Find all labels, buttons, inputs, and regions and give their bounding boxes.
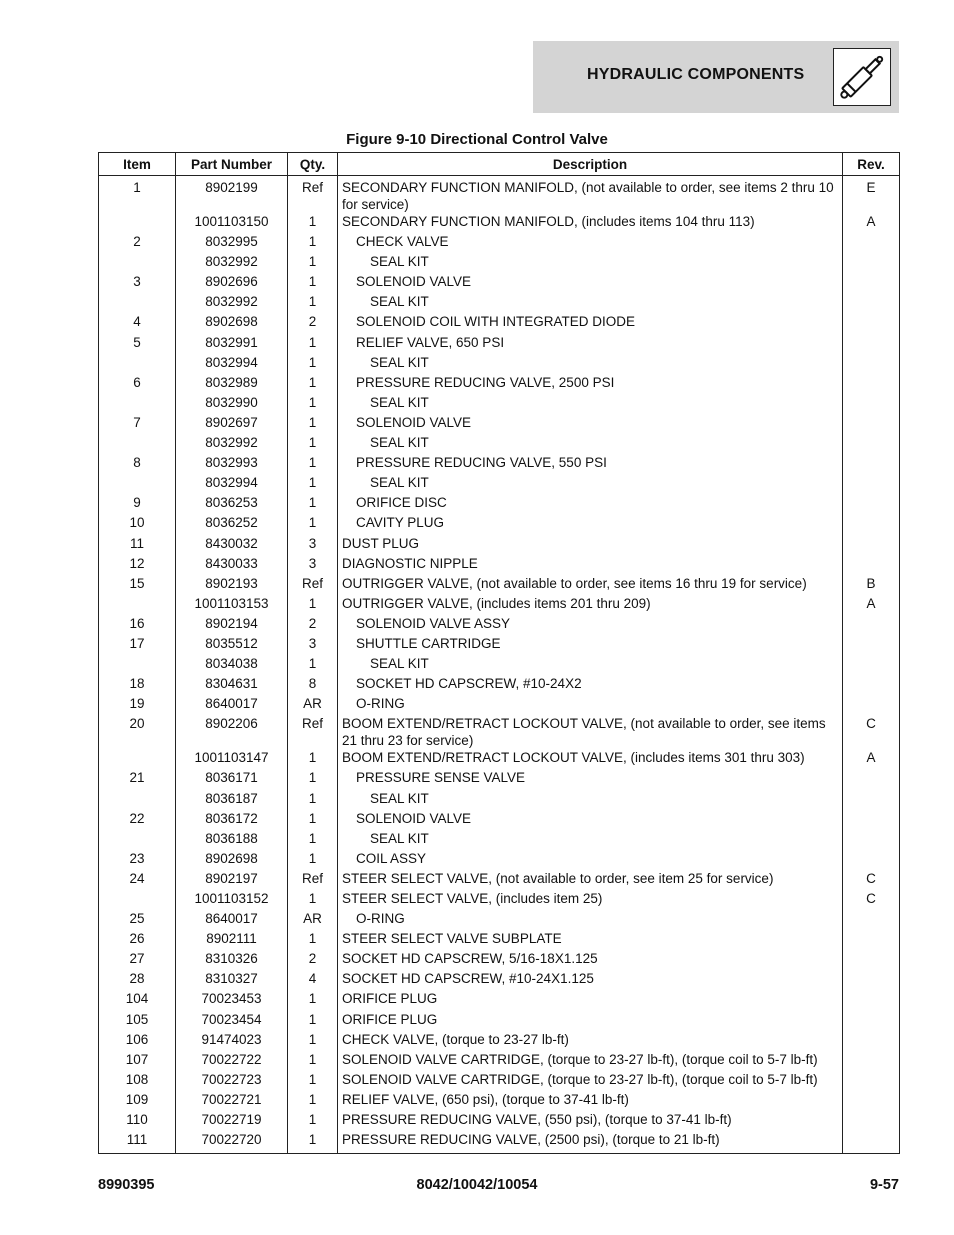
qty-cell: 1 xyxy=(288,1071,338,1091)
qty-cell: 3 xyxy=(288,535,338,555)
rev-cell xyxy=(843,514,900,534)
rev-cell xyxy=(843,1011,900,1031)
table-row xyxy=(99,1091,900,1111)
qty-cell: 8 xyxy=(288,675,338,695)
rev-cell xyxy=(843,615,900,635)
rev-cell xyxy=(843,695,900,715)
rev-cell: E xyxy=(843,176,900,214)
rev-cell xyxy=(843,830,900,850)
part-number-cell: 8430032 xyxy=(176,535,288,555)
item-cell xyxy=(99,790,176,810)
description-cell: SOLENOID VALVE xyxy=(338,273,843,293)
part-number-cell: 8036253 xyxy=(176,494,288,514)
section-title: HYDRAULIC COMPONENTS xyxy=(587,66,805,83)
part-number-cell: 8035512 xyxy=(176,635,288,655)
item-cell: 16 xyxy=(99,615,176,635)
description-cell: PRESSURE REDUCING VALVE, (550 psi), (torque to 37-41 lb-ft) xyxy=(338,1111,843,1131)
rev-cell: C xyxy=(843,715,900,749)
qty-cell: 1 xyxy=(288,749,338,769)
description-cell: SOCKET HD CAPSCREW, #10-24X2 xyxy=(338,675,843,695)
item-cell xyxy=(99,434,176,454)
qty-cell: 1 xyxy=(288,253,338,273)
description-cell: CAVITY PLUG xyxy=(338,514,843,534)
figure-title: Figure 9-10 Directional Control Valve xyxy=(346,131,608,148)
item-cell: 23 xyxy=(99,850,176,870)
description-cell: STEER SELECT VALVE, (not available to order, see item 25 for service) xyxy=(338,870,843,890)
qty-cell: 1 xyxy=(288,474,338,494)
table-row xyxy=(99,675,900,695)
table-row xyxy=(99,890,900,910)
part-number-cell: 70022720 xyxy=(176,1131,288,1154)
qty-cell: AR xyxy=(288,695,338,715)
description-cell: SEAL KIT xyxy=(338,434,843,454)
part-number-cell: 8640017 xyxy=(176,695,288,715)
column-header-rev: Rev. xyxy=(843,153,900,176)
part-number-cell: 8902193 xyxy=(176,575,288,595)
rev-cell xyxy=(843,334,900,354)
item-cell: 4 xyxy=(99,313,176,333)
part-number-cell: 91474023 xyxy=(176,1031,288,1051)
table-row xyxy=(99,595,900,615)
part-number-cell: 8036172 xyxy=(176,810,288,830)
part-number-cell: 8304631 xyxy=(176,675,288,695)
item-cell xyxy=(99,890,176,910)
qty-cell: 1 xyxy=(288,414,338,434)
table-row xyxy=(99,313,900,333)
description-cell: SOCKET HD CAPSCREW, 5/16-18X1.125 xyxy=(338,950,843,970)
column-header-part-number: Part Number xyxy=(176,153,288,176)
rev-cell xyxy=(843,769,900,789)
item-cell: 1 xyxy=(99,176,176,214)
rev-cell xyxy=(843,635,900,655)
hydraulic-cylinder-icon xyxy=(833,48,891,106)
table-header-row xyxy=(99,153,900,176)
rev-cell xyxy=(843,253,900,273)
part-number-cell: 8032992 xyxy=(176,434,288,454)
item-cell: 12 xyxy=(99,555,176,575)
qty-cell: 1 xyxy=(288,1011,338,1031)
qty-cell: 1 xyxy=(288,930,338,950)
part-number-cell: 8310327 xyxy=(176,970,288,990)
item-cell xyxy=(99,830,176,850)
table-row xyxy=(99,213,900,233)
part-number-cell: 8902199 xyxy=(176,176,288,214)
part-number-cell: 8902194 xyxy=(176,615,288,635)
description-cell: ORIFICE PLUG xyxy=(338,1011,843,1031)
part-number-cell: 8640017 xyxy=(176,910,288,930)
table-row xyxy=(99,414,900,434)
qty-cell: 1 xyxy=(288,1031,338,1051)
table-row xyxy=(99,334,900,354)
item-cell: 27 xyxy=(99,950,176,970)
item-cell xyxy=(99,253,176,273)
description-cell: CHECK VALVE xyxy=(338,233,843,253)
item-cell xyxy=(99,394,176,414)
qty-cell: 1 xyxy=(288,1051,338,1071)
item-cell: 24 xyxy=(99,870,176,890)
item-cell: 20 xyxy=(99,715,176,749)
description-cell: PRESSURE REDUCING VALVE, (2500 psi), (torque to 21 lb-ft) xyxy=(338,1131,843,1154)
qty-cell: 2 xyxy=(288,615,338,635)
column-header-description: Description xyxy=(338,153,843,176)
part-number-cell: 8902698 xyxy=(176,850,288,870)
description-cell: SOLENOID VALVE ASSY xyxy=(338,615,843,635)
table-row xyxy=(99,374,900,394)
table-row xyxy=(99,273,900,293)
item-cell: 105 xyxy=(99,1011,176,1031)
rev-cell xyxy=(843,1071,900,1091)
table-row xyxy=(99,749,900,769)
qty-cell: 1 xyxy=(288,790,338,810)
table-row xyxy=(99,293,900,313)
part-number-cell: 8032994 xyxy=(176,474,288,494)
qty-cell: 1 xyxy=(288,990,338,1010)
part-number-cell: 8902206 xyxy=(176,715,288,749)
part-number-cell: 8036252 xyxy=(176,514,288,534)
item-cell: 104 xyxy=(99,990,176,1010)
description-cell: RELIEF VALVE, 650 PSI xyxy=(338,334,843,354)
rev-cell xyxy=(843,394,900,414)
table-row xyxy=(99,790,900,810)
item-cell xyxy=(99,354,176,374)
table-row xyxy=(99,575,900,595)
qty-cell: 1 xyxy=(288,293,338,313)
description-cell: SHUTTLE CARTRIDGE xyxy=(338,635,843,655)
rev-cell xyxy=(843,555,900,575)
table-row xyxy=(99,850,900,870)
table-row xyxy=(99,253,900,273)
description-cell: SEAL KIT xyxy=(338,394,843,414)
part-number-cell: 8032992 xyxy=(176,253,288,273)
table-row xyxy=(99,555,900,575)
item-cell: 106 xyxy=(99,1031,176,1051)
description-cell: COIL ASSY xyxy=(338,850,843,870)
part-number-cell: 70023454 xyxy=(176,1011,288,1031)
qty-cell: 1 xyxy=(288,394,338,414)
description-cell: SEAL KIT xyxy=(338,354,843,374)
qty-cell: 1 xyxy=(288,273,338,293)
qty-cell: 1 xyxy=(288,830,338,850)
section-header xyxy=(533,41,899,113)
qty-cell: 1 xyxy=(288,213,338,233)
qty-cell: 1 xyxy=(288,374,338,394)
rev-cell xyxy=(843,930,900,950)
table-row xyxy=(99,1031,900,1051)
qty-cell: AR xyxy=(288,910,338,930)
parts-table xyxy=(98,152,900,1154)
part-number-cell: 70022723 xyxy=(176,1071,288,1091)
item-cell: 8 xyxy=(99,454,176,474)
part-number-cell: 8032995 xyxy=(176,233,288,253)
rev-cell xyxy=(843,1091,900,1111)
table-row xyxy=(99,970,900,990)
qty-cell: 2 xyxy=(288,950,338,970)
part-number-cell: 70022721 xyxy=(176,1091,288,1111)
description-cell: O-RING xyxy=(338,910,843,930)
qty-cell: 1 xyxy=(288,1131,338,1154)
table-row xyxy=(99,514,900,534)
rev-cell xyxy=(843,414,900,434)
item-cell xyxy=(99,595,176,615)
part-number-cell: 70023453 xyxy=(176,990,288,1010)
qty-cell: 1 xyxy=(288,434,338,454)
footer-doc-number: 8990395 xyxy=(98,1177,155,1193)
rev-cell xyxy=(843,850,900,870)
table-row xyxy=(99,535,900,555)
rev-cell xyxy=(843,990,900,1010)
item-cell: 17 xyxy=(99,635,176,655)
part-number-cell: 8902696 xyxy=(176,273,288,293)
qty-cell: Ref xyxy=(288,176,338,214)
qty-cell: 1 xyxy=(288,514,338,534)
qty-cell: 3 xyxy=(288,635,338,655)
column-header-item: Item xyxy=(99,153,176,176)
description-cell: OUTRIGGER VALVE, (includes items 201 thru 209) xyxy=(338,595,843,615)
description-cell: SOLENOID VALVE xyxy=(338,414,843,434)
description-cell: DIAGNOSTIC NIPPLE xyxy=(338,555,843,575)
item-cell: 6 xyxy=(99,374,176,394)
description-cell: BOOM EXTEND/RETRACT LOCKOUT VALVE, (includes items 301 thru 303) xyxy=(338,749,843,769)
table-row xyxy=(99,354,900,374)
rev-cell: B xyxy=(843,575,900,595)
item-cell: 111 xyxy=(99,1131,176,1154)
part-number-cell: 8032989 xyxy=(176,374,288,394)
description-cell: PRESSURE REDUCING VALVE, 2500 PSI xyxy=(338,374,843,394)
rev-cell xyxy=(843,790,900,810)
item-cell: 25 xyxy=(99,910,176,930)
description-cell: SEAL KIT xyxy=(338,790,843,810)
qty-cell: 1 xyxy=(288,334,338,354)
part-number-cell: 8036188 xyxy=(176,830,288,850)
rev-cell xyxy=(843,354,900,374)
part-number-cell: 8430033 xyxy=(176,555,288,575)
item-cell: 11 xyxy=(99,535,176,555)
item-cell: 18 xyxy=(99,675,176,695)
rev-cell xyxy=(843,233,900,253)
qty-cell: 1 xyxy=(288,454,338,474)
table-row xyxy=(99,233,900,253)
part-number-cell: 8310326 xyxy=(176,950,288,970)
qty-cell: Ref xyxy=(288,715,338,749)
table-row xyxy=(99,394,900,414)
description-cell: SEAL KIT xyxy=(338,253,843,273)
part-number-cell: 70022719 xyxy=(176,1111,288,1131)
part-number-cell: 8902197 xyxy=(176,870,288,890)
qty-cell: 1 xyxy=(288,595,338,615)
table-row xyxy=(99,1131,900,1154)
qty-cell: 1 xyxy=(288,890,338,910)
description-cell: CHECK VALVE, (torque to 23-27 lb-ft) xyxy=(338,1031,843,1051)
table-row xyxy=(99,176,900,214)
table-row xyxy=(99,715,900,749)
table-row xyxy=(99,635,900,655)
table-row xyxy=(99,695,900,715)
description-cell: SOCKET HD CAPSCREW, #10-24X1.125 xyxy=(338,970,843,990)
rev-cell xyxy=(843,474,900,494)
part-number-cell: 8032990 xyxy=(176,394,288,414)
description-cell: STEER SELECT VALVE SUBPLATE xyxy=(338,930,843,950)
rev-cell xyxy=(843,950,900,970)
table-row xyxy=(99,1071,900,1091)
column-header-qty: Qty. xyxy=(288,153,338,176)
item-cell: 21 xyxy=(99,769,176,789)
description-cell: BOOM EXTEND/RETRACT LOCKOUT VALVE, (not available to order, see items 21 thru 23 for service) xyxy=(338,715,843,749)
part-number-cell: 8902698 xyxy=(176,313,288,333)
footer-model-numbers: 8042/10042/10054 xyxy=(416,1177,538,1193)
qty-cell: Ref xyxy=(288,870,338,890)
description-cell: SOLENOID VALVE CARTRIDGE, (torque to 23-27 lb-ft), (torque coil to 5-7 lb-ft) xyxy=(338,1051,843,1071)
description-cell: SOLENOID VALVE xyxy=(338,810,843,830)
rev-cell xyxy=(843,1131,900,1154)
item-cell: 7 xyxy=(99,414,176,434)
qty-cell: 1 xyxy=(288,850,338,870)
table-row xyxy=(99,454,900,474)
table-row xyxy=(99,1111,900,1131)
item-cell xyxy=(99,749,176,769)
qty-cell: 1 xyxy=(288,810,338,830)
table-row xyxy=(99,615,900,635)
description-cell: SEAL KIT xyxy=(338,830,843,850)
table-row xyxy=(99,870,900,890)
item-cell: 108 xyxy=(99,1071,176,1091)
description-cell: PRESSURE SENSE VALVE xyxy=(338,769,843,789)
description-cell: SOLENOID VALVE CARTRIDGE, (torque to 23-27 lb-ft), (torque coil to 5-7 lb-ft) xyxy=(338,1071,843,1091)
part-number-cell: 70022722 xyxy=(176,1051,288,1071)
description-cell: O-RING xyxy=(338,695,843,715)
rev-cell xyxy=(843,494,900,514)
table-row xyxy=(99,1011,900,1031)
rev-cell xyxy=(843,434,900,454)
rev-cell xyxy=(843,910,900,930)
part-number-cell: 8032992 xyxy=(176,293,288,313)
rev-cell xyxy=(843,273,900,293)
part-number-cell: 1001103152 xyxy=(176,890,288,910)
item-cell: 2 xyxy=(99,233,176,253)
qty-cell: 1 xyxy=(288,1091,338,1111)
table-row xyxy=(99,1051,900,1071)
item-cell xyxy=(99,213,176,233)
rev-cell xyxy=(843,1031,900,1051)
item-cell xyxy=(99,293,176,313)
item-cell: 5 xyxy=(99,334,176,354)
rev-cell: C xyxy=(843,870,900,890)
description-cell: SEAL KIT xyxy=(338,474,843,494)
table-row xyxy=(99,990,900,1010)
part-number-cell: 8036171 xyxy=(176,769,288,789)
description-cell: SECONDARY FUNCTION MANIFOLD, (includes items 104 thru 113) xyxy=(338,213,843,233)
rev-cell: A xyxy=(843,749,900,769)
item-cell: 10 xyxy=(99,514,176,534)
description-cell: SECONDARY FUNCTION MANIFOLD, (not available to order, see items 2 thru 10 for service) xyxy=(338,176,843,214)
part-number-cell: 1001103153 xyxy=(176,595,288,615)
rev-cell xyxy=(843,535,900,555)
qty-cell: 1 xyxy=(288,1111,338,1131)
item-cell: 22 xyxy=(99,810,176,830)
table-row xyxy=(99,910,900,930)
rev-cell xyxy=(843,1051,900,1071)
table-row xyxy=(99,950,900,970)
qty-cell: 1 xyxy=(288,769,338,789)
rev-cell: A xyxy=(843,213,900,233)
item-cell xyxy=(99,655,176,675)
description-cell: ORIFICE DISC xyxy=(338,494,843,514)
qty-cell: 1 xyxy=(288,354,338,374)
item-cell: 9 xyxy=(99,494,176,514)
item-cell: 26 xyxy=(99,930,176,950)
part-number-cell: 8032994 xyxy=(176,354,288,374)
rev-cell xyxy=(843,655,900,675)
rev-cell: C xyxy=(843,890,900,910)
description-cell: RELIEF VALVE, (650 psi), (torque to 37-41 lb-ft) xyxy=(338,1091,843,1111)
qty-cell: 3 xyxy=(288,555,338,575)
description-cell: STEER SELECT VALVE, (includes item 25) xyxy=(338,890,843,910)
part-number-cell: 8902697 xyxy=(176,414,288,434)
part-number-cell: 1001103150 xyxy=(176,213,288,233)
table-row xyxy=(99,810,900,830)
item-cell: 110 xyxy=(99,1111,176,1131)
qty-cell: 1 xyxy=(288,494,338,514)
rev-cell xyxy=(843,970,900,990)
item-cell: 15 xyxy=(99,575,176,595)
table-row xyxy=(99,434,900,454)
table-row xyxy=(99,494,900,514)
table-row xyxy=(99,769,900,789)
part-number-cell: 8032993 xyxy=(176,454,288,474)
description-cell: ORIFICE PLUG xyxy=(338,990,843,1010)
qty-cell: 2 xyxy=(288,313,338,333)
item-cell: 19 xyxy=(99,695,176,715)
rev-cell xyxy=(843,1111,900,1131)
description-cell: DUST PLUG xyxy=(338,535,843,555)
table-row xyxy=(99,830,900,850)
description-cell: SEAL KIT xyxy=(338,655,843,675)
qty-cell: 1 xyxy=(288,655,338,675)
rev-cell xyxy=(843,454,900,474)
rev-cell xyxy=(843,293,900,313)
rev-cell xyxy=(843,675,900,695)
rev-cell xyxy=(843,374,900,394)
table-row xyxy=(99,655,900,675)
item-cell xyxy=(99,474,176,494)
description-cell: PRESSURE REDUCING VALVE, 550 PSI xyxy=(338,454,843,474)
table-row xyxy=(99,930,900,950)
qty-cell: Ref xyxy=(288,575,338,595)
item-cell: 28 xyxy=(99,970,176,990)
footer-page-number: 9-57 xyxy=(869,1177,899,1193)
table-row xyxy=(99,474,900,494)
description-cell: SEAL KIT xyxy=(338,293,843,313)
qty-cell: 1 xyxy=(288,233,338,253)
rev-cell xyxy=(843,313,900,333)
part-number-cell: 8032991 xyxy=(176,334,288,354)
item-cell: 107 xyxy=(99,1051,176,1071)
rev-cell: A xyxy=(843,595,900,615)
part-number-cell: 8036187 xyxy=(176,790,288,810)
item-cell: 109 xyxy=(99,1091,176,1111)
description-cell: SOLENOID COIL WITH INTEGRATED DIODE xyxy=(338,313,843,333)
description-cell: OUTRIGGER VALVE, (not available to order, see items 16 thru 19 for service) xyxy=(338,575,843,595)
item-cell: 3 xyxy=(99,273,176,293)
rev-cell xyxy=(843,810,900,830)
part-number-cell: 1001103147 xyxy=(176,749,288,769)
part-number-cell: 8034038 xyxy=(176,655,288,675)
part-number-cell: 8902111 xyxy=(176,930,288,950)
qty-cell: 4 xyxy=(288,970,338,990)
